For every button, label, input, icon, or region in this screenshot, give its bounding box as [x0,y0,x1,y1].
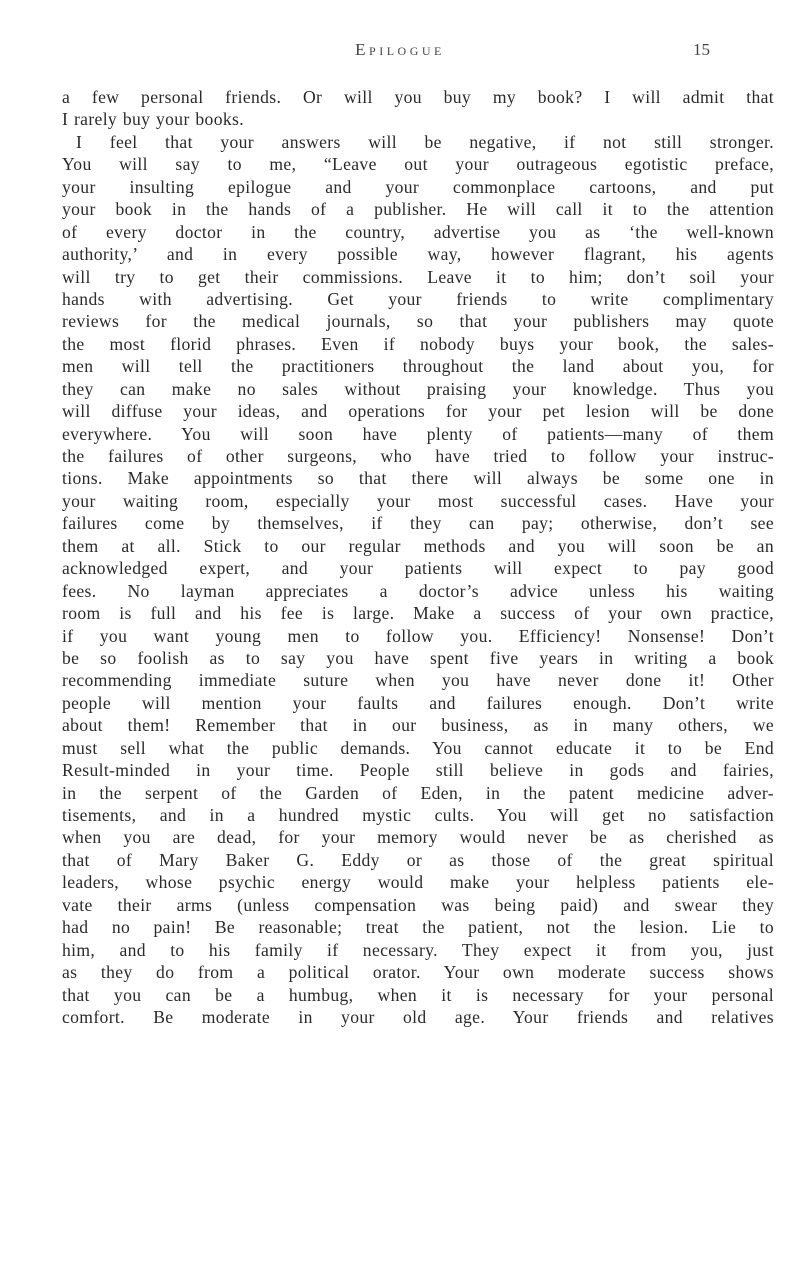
text-line: your waiting room, especially your most successful cases. Have your [62,490,774,511]
page-number: 15 [693,40,710,59]
text-line: failures come by themselves, if they can pay; otherwise, don’t see [62,513,774,534]
text-line: had no pain! Be reasonable; treat the patient, not the lesion. Lie to [62,917,774,938]
text-line: they can make no sales without praising your knowledge. Thus you [62,378,774,399]
text-line: leaders, whose psychic energy would make your helpless patients ele- [62,872,774,893]
text-line: tisements, and in a hundred mystic cults. You will get no satisfaction [62,805,774,825]
text-line: recommending immediate suture when you have never done it! Other [62,670,774,691]
text-line: fees. No layman appreciates a doctor’s advice unless his waiting [62,580,774,601]
text-line: your book in the hands of a publisher. He will call it to the attention [62,199,774,220]
text-line: will try to get their commissions. Leave it to him; don’t soil your [62,266,774,287]
text-line: when you are dead, for your memory would never be as cherished as [62,827,774,848]
text-line: hands with advertising. Get your friends to write complimentary [62,288,774,309]
text-line: in the serpent of the Garden of Eden, in the patent medicine adver- [62,782,774,803]
text-line: reviews for the medical journals, so that your publishers may quote [62,311,774,332]
text-line: about them! Remember that in our business, as in many others, we [62,715,774,736]
text-line: that you can be a humbug, when it is necessary for your personal [62,984,774,1005]
text-line: men will tell the practitioners throughout the land about you, for [62,356,774,377]
text-line: everywhere. You will soon have plenty of patients—many of them [62,423,774,444]
text-line: I feel that your answers will be negative, if not still stronger. [76,131,774,152]
body-text [62,86,774,1028]
text-line: comfort. Be moderate in your old age. Your friends and relatives [62,1006,774,1027]
text-line: Result-minded in your time. People still believe in gods and fairies, [62,760,774,781]
text-line: the most florid phrases. Even if nobody buys your book, the sales- [62,333,774,354]
text-line: if you want young men to follow you. Efficiency! Nonsense! Don’t [62,625,774,646]
text-line: vate their arms (unless compensation was being paid) and swear they [62,894,774,915]
text-line: a few personal friends. Or will you buy my book? I will admit that [62,87,774,107]
text-line: that of Mary Baker G. Eddy or as those of the great spiritual [62,849,774,870]
running-title: Epilogue [355,40,445,59]
text-line: as they do from a political orator. Your own moderate success shows [62,962,774,983]
running-head [0,40,800,70]
text-line: room is full and his fee is large. Make a success of your own practice, [62,603,774,624]
text-line: authority,’ and in every possible way, however flagrant, his agents [62,244,774,265]
text-line: him, and to his family if necessary. They expect it from you, just [62,939,774,960]
text-line: You will say to me, “Leave out your outrageous egotistic preface, [62,154,774,175]
text-line: I rarely buy your books. [62,109,244,130]
text-line: the failures of other surgeons, who have tried to follow your instruc- [62,446,774,466]
text-line: be so foolish as to say you have spent five years in writing a book [62,647,774,668]
text-line: your insulting epilogue and your commonplace cartoons, and put [62,176,774,197]
text-line: them at all. Stick to our regular methods and you will soon be an [62,535,774,556]
text-line: people will mention your faults and failures enough. Don’t write [62,692,774,713]
text-line: of every doctor in the country, advertise you as ‘the well-known [62,221,774,242]
text-line: acknowledged expert, and your patients will expect to pay good [62,558,774,579]
text-line: tions. Make appointments so that there will always be some one in [62,468,774,489]
text-line: must sell what the public demands. You cannot educate it to be End [62,737,774,758]
text-line: will diffuse your ideas, and operations for your pet lesion will be done [62,401,774,422]
